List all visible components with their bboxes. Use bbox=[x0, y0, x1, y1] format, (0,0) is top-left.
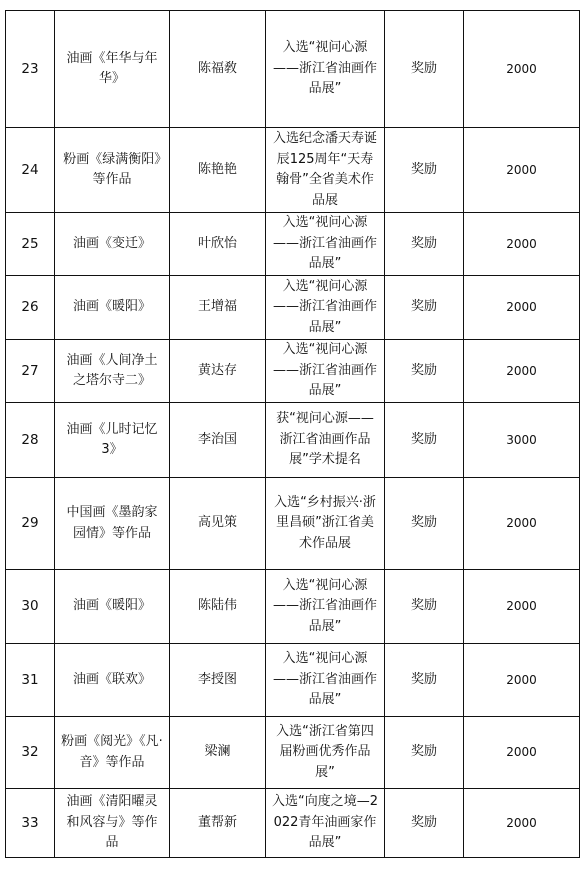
award-amount: 2000 bbox=[464, 276, 580, 340]
row-number: 31 bbox=[6, 644, 55, 717]
row-number: 33 bbox=[6, 789, 55, 858]
award-type: 奖励 bbox=[385, 276, 464, 340]
award-amount: 2000 bbox=[464, 789, 580, 858]
table-row bbox=[6, 478, 580, 570]
award-amount: 2000 bbox=[464, 478, 580, 570]
award-amount: 2000 bbox=[464, 717, 580, 789]
exhibition-achievement: 入选“视问心源——浙江省油画作品展” bbox=[266, 644, 385, 717]
exhibition-achievement: 入选“视问心源——浙江省油画作品展” bbox=[266, 276, 385, 340]
artist-name: 董帮新 bbox=[170, 789, 266, 858]
artist-name: 叶欣怡 bbox=[170, 213, 266, 276]
table-row bbox=[6, 128, 580, 213]
table-row bbox=[6, 644, 580, 717]
award-type: 奖励 bbox=[385, 570, 464, 644]
exhibition-achievement: 入选“视问心源——浙江省油画作品展” bbox=[266, 570, 385, 644]
award-type: 奖励 bbox=[385, 11, 464, 128]
award-amount: 2000 bbox=[464, 128, 580, 213]
award-amount: 2000 bbox=[464, 340, 580, 403]
artwork-title: 油画《儿时记忆3》 bbox=[55, 403, 170, 478]
artwork-title: 中国画《墨韵家园情》等作品 bbox=[55, 478, 170, 570]
award-amount: 2000 bbox=[464, 644, 580, 717]
award-type: 奖励 bbox=[385, 717, 464, 789]
awards-table bbox=[5, 10, 580, 858]
award-type: 奖励 bbox=[385, 789, 464, 858]
exhibition-achievement: 获“视问心源——浙江省油画作品展”学术提名 bbox=[266, 403, 385, 478]
table-row bbox=[6, 717, 580, 789]
artist-name: 陈艳艳 bbox=[170, 128, 266, 213]
artist-name: 黄达存 bbox=[170, 340, 266, 403]
table-row bbox=[6, 403, 580, 478]
award-type: 奖励 bbox=[385, 128, 464, 213]
exhibition-achievement: 入选“乡村振兴·浙里昌硕”浙江省美术作品展 bbox=[266, 478, 385, 570]
artist-name: 李治国 bbox=[170, 403, 266, 478]
artwork-title: 油画《年华与年华》 bbox=[55, 11, 170, 128]
award-type: 奖励 bbox=[385, 213, 464, 276]
exhibition-achievement: 入选“视问心源——浙江省油画作品展” bbox=[266, 213, 385, 276]
exhibition-achievement: 入选“浙江省第四届粉画优秀作品展” bbox=[266, 717, 385, 789]
awards-table-body bbox=[6, 11, 580, 858]
exhibition-achievement: 入选“视问心源——浙江省油画作品展” bbox=[266, 11, 385, 128]
exhibition-achievement: 入选纪念潘天寿诞辰125周年“天寿翰骨”全省美术作品展 bbox=[266, 128, 385, 213]
row-number: 29 bbox=[6, 478, 55, 570]
award-type: 奖励 bbox=[385, 644, 464, 717]
artwork-title: 油画《变迁》 bbox=[55, 213, 170, 276]
artwork-title: 油画《暖阳》 bbox=[55, 570, 170, 644]
award-type: 奖励 bbox=[385, 340, 464, 403]
award-amount: 3000 bbox=[464, 403, 580, 478]
artist-name: 李授图 bbox=[170, 644, 266, 717]
table-row bbox=[6, 213, 580, 276]
award-type: 奖励 bbox=[385, 403, 464, 478]
artist-name: 陈福敎 bbox=[170, 11, 266, 128]
artist-name: 陈陆伟 bbox=[170, 570, 266, 644]
table-row bbox=[6, 340, 580, 403]
artist-name: 梁澜 bbox=[170, 717, 266, 789]
row-number: 27 bbox=[6, 340, 55, 403]
exhibition-achievement: 入选“向度之境—2022青年油画家作品展” bbox=[266, 789, 385, 858]
artwork-title: 粉画《阅光》《凡·音》等作品 bbox=[55, 717, 170, 789]
award-amount: 2000 bbox=[464, 11, 580, 128]
artist-name: 王增福 bbox=[170, 276, 266, 340]
award-type: 奖励 bbox=[385, 478, 464, 570]
row-number: 23 bbox=[6, 11, 55, 128]
row-number: 28 bbox=[6, 403, 55, 478]
artist-name: 高见策 bbox=[170, 478, 266, 570]
artwork-title: 油画《暖阳》 bbox=[55, 276, 170, 340]
table-row bbox=[6, 276, 580, 340]
row-number: 25 bbox=[6, 213, 55, 276]
artwork-title: 油画《联欢》 bbox=[55, 644, 170, 717]
row-number: 26 bbox=[6, 276, 55, 340]
artwork-title: 油画《人间净土之塔尔寺二》 bbox=[55, 340, 170, 403]
row-number: 32 bbox=[6, 717, 55, 789]
row-number: 24 bbox=[6, 128, 55, 213]
exhibition-achievement: 入选“视问心源——浙江省油画作品展” bbox=[266, 340, 385, 403]
artwork-title: 粉画《绿满衡阳》等作品 bbox=[55, 128, 170, 213]
award-amount: 2000 bbox=[464, 570, 580, 644]
row-number: 30 bbox=[6, 570, 55, 644]
table-row bbox=[6, 11, 580, 128]
award-amount: 2000 bbox=[464, 213, 580, 276]
artwork-title: 油画《清阳曜灵和风容与》等作品 bbox=[55, 789, 170, 858]
table-row bbox=[6, 789, 580, 858]
table-row bbox=[6, 570, 580, 644]
